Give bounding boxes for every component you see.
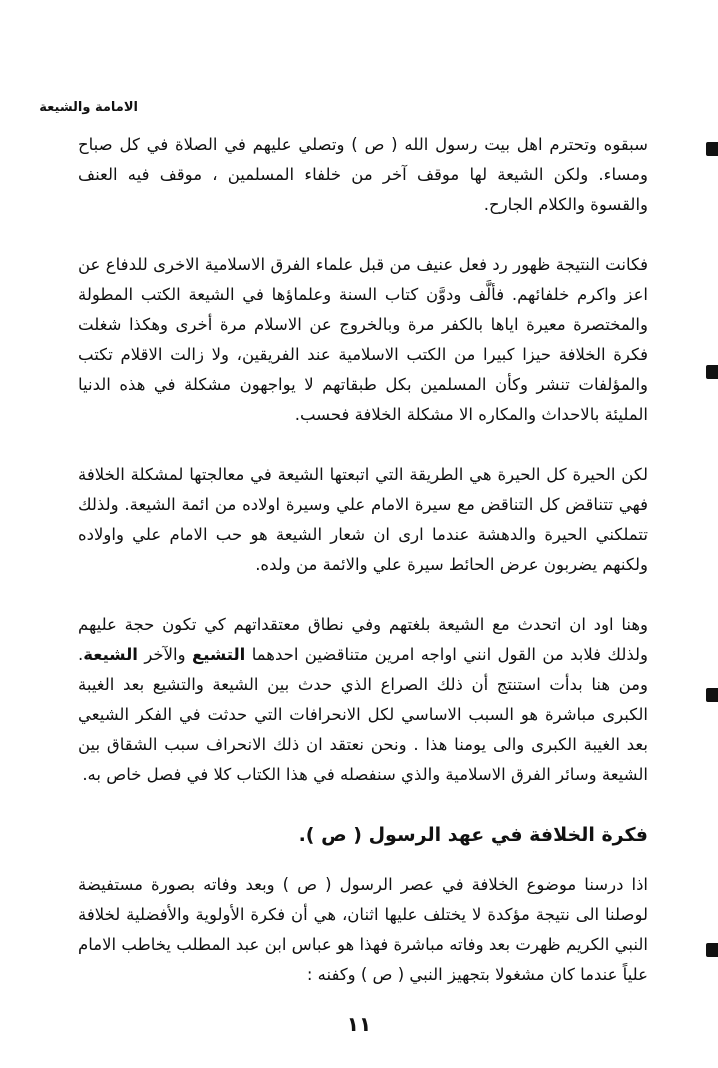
paragraph-text: وهنا اود ان اتحدث مع الشيعة بلغتهم وفي نطاق معتقداتهم كي تكون حجة عليهم ولذلك فلابد من القول انني اواجه امرين متناقضين احدهما — [78, 615, 648, 664]
paragraph: اذا درسنا موضوع الخلافة في عصر الرسول ( ص ) وبعد وفاته بصورة مستفيضة لوصلنا الى نتيجة مؤكدة لا يختلف عليها اثنان، هي أن فكرة الأولوية والأفضلية لخلافة النبي الكريم ظهرت بعد وفاته مباشرة فهذا هو عباس ابن عبد المطلب يخاطب الامام علياً عندما كان مشغولا بتجهيز النبي ( ص ) وكفنه : — [78, 875, 648, 984]
paragraph: فكانت النتيجة ظهور رد فعل عنيف من قبل علماء الفرق الاسلامية الاخرى للدفاع عن اعز واكرم خلفائهم. فألَّف ودوَّن كتاب السنة وعلماؤها في الشيعة الكتب المطولة والمختصرة معيرة اياها بالكفر مرة وبالخروج عن الاسلام مرة أخرى وهكذا شغلت فكرة الخلافة حيزا كبيرا من الكتب الاسلامية عند الفريقين، ولا زالت الاقلام تكتب والمؤلفات تنشر وكأن المسلمين بكل طبقاتهم لا يواجهون مشكلة في هذه الدنيا المليئة بالاحداث والمكاره الا مشكلة الخلافة فحسب. — [78, 255, 648, 424]
edge-mark — [706, 365, 718, 379]
body-text — [78, 130, 648, 990]
paragraph — [78, 610, 648, 790]
emphasized-term: الشيعة — [83, 645, 138, 664]
paragraph-text: والآخر — [144, 645, 186, 664]
paragraph: لكن الحيرة كل الحيرة هي الطريقة التي اتبعتها الشيعة في معالجتها لمشكلة الخلافة فهي تتناقض كل التناقض مع سيرة الامام علي وسيرة اولاده من ائمة الشيعة. ولذلك تتملكني الحيرة والدهشة عندما ارى ان شعار الشيعة هو حب الامام علي واولاده ولكنهم يضربون عرض الحائط سيرة علي والائمة من ولده. — [78, 465, 648, 574]
paragraph-text: . ومن هنا بدأت استنتج أن ذلك الصراع الذي حدث بين الشيعة والتشيع بعد الغيبة الكبرى مباشرة هو السبب الاساسي لكل الانحرافات التي حدثت في الفكر الشيعي بعد الغيبة الكبرى والى يومنا هذا . ونحن نعتقد ان ذلك الانحراف سبب الشقاق بين الشيعة وسائر الفرق الاسلامية والذي سنفصله في هذا الكتاب كلا في فصل خاص به. — [78, 645, 648, 784]
page-number: ١١ — [346, 1012, 372, 1036]
paragraph: سبقوه وتحترم اهل بيت رسول الله ( ص ) وتصلي عليهم في الصلاة في كل صباح ومساء. ولكن الشيعة لها موقف آخر من خلفاء المسلمين ، موقف فيه العنف والقسوة والكلام الجارح. — [78, 135, 648, 214]
edge-mark — [706, 142, 718, 156]
section-heading: فكرة الخلافة في عهد الرسول ( ص ). — [298, 824, 648, 846]
emphasized-term: التشيع — [191, 645, 246, 664]
edge-mark — [706, 943, 718, 957]
edge-mark — [706, 688, 718, 702]
running-head: الامامة والشيعة — [39, 100, 138, 115]
